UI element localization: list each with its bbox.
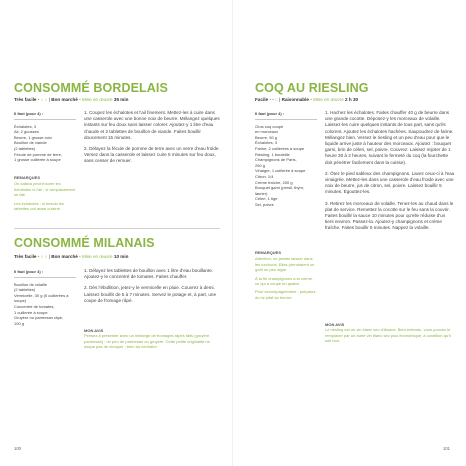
- step-2: 2. Ôtez le pied sableux des champignons. Lavez ceux-ci à l'eau vinaigrée. Mettez-les dans une casserole d'eau froide avec une noix de beurre, jus de citron, sel, poivre. Laissez bouillir 5 minutes. Égouttez-les.: [325, 170, 455, 195]
- recipe-title-coq-au-riesling: COQ AU RIESLING: [255, 81, 369, 95]
- ingredient-item: Vinaigre, 1 cuillerée à soupe: [255, 168, 306, 174]
- ingredients-list: [14, 282, 76, 327]
- ingredient-item: Beurre, 50 g: [255, 134, 278, 140]
- step-1: 1. Hachez les échalotes. Faites chauffer 40 g de beurre dans une grande cocotte. Déposez-y les morceaux de volaille. Laissez-les cuire quelques instants de tous part, sans qu'ils colorent. Ajoutez les échalotes hachées. Saupoudrez de farine. Mélangez bien. Versez le riesling et un peu d'eau pour que le liquide arrive juste à hauteur des morceaux. Ajoutez : bouquet garni, brin de céleri, sel, poivre. Couvrez. Laissez mijoter de 1 heure 30 à 2 heures, suivant le fermeté du coq (la fourchette doit pénétrer facilement dans la cuisse).: [325, 110, 454, 165]
- ingredient-item: Concentré de tomates,: [14, 303, 55, 309]
- step-1: 1. Délayez les tablettes de bouillon avec 1 litre d'eau bouillante. Ajoutez-y le concentré de tomates. Faites chauffer.: [84, 268, 214, 280]
- right-page: [233, 0, 466, 466]
- remark-item: Attention, ne jamais laisser dans les torchons. Elles prendraient un goût un peu aigre.: [255, 256, 315, 273]
- ingredient-item: 1 grosse cuillerée à soupe: [14, 157, 61, 163]
- remarks-title: REMARQUES: [14, 175, 41, 180]
- ingredient-item: (2 tablettes): [14, 145, 36, 151]
- step-1: 1. Coupez les échalotes et l'ail finement. Mettez-les à cuire dans une casserole avec une bonne noix de beurre. Mélangez quelques instants sur feu doux sans laisser colorer. Ajoutez-y 1 litre d'eau chaude et 2 tablettes de bouillon de viande. Faites bouillir doucement 15 minutes.: [84, 110, 220, 140]
- page-number-left: 100: [14, 446, 21, 451]
- serves-label: Il faut (pour 4) :: [255, 111, 285, 116]
- recipe-meta-riesling: [255, 97, 358, 102]
- recipe-title-consomme-bordelais: CONSOMMÉ BORDELAIS: [14, 81, 168, 95]
- ingredient-item: Riesling, 1 bouteille: [255, 151, 290, 157]
- ingredient-item: Gruyère ou parmesan râpé,: [14, 315, 64, 321]
- separator: |: [279, 97, 281, 102]
- recipe-meta-milanais: [14, 254, 128, 259]
- cost-label: Bon marché: [51, 97, 78, 102]
- ingredient-item: Céleri, 1 tige: [255, 196, 278, 202]
- difficulty-dots: • ○ ○: [37, 97, 48, 102]
- steps-milanais: [84, 268, 220, 309]
- avis-title: MON AVIS: [325, 322, 345, 327]
- serves-label: Il faut (pour 4) :: [14, 111, 44, 116]
- ingredient-item: Bouillon de volaille: [14, 281, 48, 287]
- ingredient-item: Crème fraîche, 200 g: [255, 179, 293, 185]
- remarks-box-riesling: [255, 250, 317, 303]
- time-label: • Mise en œuvre: [79, 97, 113, 102]
- step-2: 2. Délayez la fécule de pomme de terre avec un verre d'eau froide. Versez dans la casserole et laissez cuire 5 minutes sur feu doux, sans cesser de remuer.: [84, 146, 220, 164]
- ingredient-item: Échalotes, 3: [14, 123, 37, 129]
- remarks-list: [14, 181, 76, 211]
- ingredient-item: 250 g: [255, 162, 266, 168]
- time-value: 10 min: [113, 254, 129, 259]
- separator: |: [48, 97, 50, 102]
- step-3: 3. Retirez les morceaux de volaille. Tenez-les au chaud dans le plat de service. Remettez la cocotte sur le feu sans la couvrir. Faites bouillir la sauce 10 minutes pour qu'elle réduise d'un tiers environ. Passez-la. Ajoutez-y champignons et crème fraîche. Faites bouillir 5 minutes. Nappez la volaille.: [325, 200, 454, 231]
- divider: [255, 119, 317, 120]
- remark-item: Les échalotes : si besoin les tablettes ont aussi cuisiné.: [14, 200, 65, 212]
- ingredient-item: Gros coq coupé: [255, 123, 284, 129]
- time-value: 35 min: [113, 97, 129, 102]
- divider: [14, 119, 76, 120]
- difficulty-label: Très facile: [14, 97, 37, 102]
- ingredient-item: Champignons de Paris,: [255, 157, 297, 163]
- avis-box-milanais: [84, 328, 220, 350]
- time-label: • Mise en œuvre: [310, 97, 344, 102]
- cost-label: Raisonnable: [281, 97, 309, 102]
- ingredients-box-bordelais: [14, 111, 76, 163]
- avis-text: Pensez à présenter avec un mélange de fromages râpés faits (gruyère, parmesan) : un peu de parmesan ou gruyère. Cette petite originalité ne risque pas de choquer ; bien au contraire.: [84, 333, 211, 350]
- page-number-right: 101: [443, 446, 450, 451]
- recipe-title-consomme-milanais: CONSOMMÉ MILANAIS: [14, 236, 155, 250]
- cost-label: Bon marché: [51, 254, 78, 259]
- time-label: • Mise en œuvre: [79, 254, 113, 259]
- difficulty-dots: • ○ ○: [37, 254, 48, 259]
- recipe-meta-bordelais: [14, 97, 128, 102]
- ingredient-item: Vermicelle, 30 g (5 cuillerées à soupe): [14, 292, 69, 304]
- ingredient-item: Échalotes, 3: [255, 140, 278, 146]
- difficulty-label: Très facile: [14, 254, 37, 259]
- avis-box-riesling: [325, 322, 455, 344]
- ingredient-item: en morceaux: [255, 129, 279, 135]
- ingredient-item: Farine, 2 cuillerées à soupe: [255, 145, 305, 151]
- ingredients-list: [14, 124, 76, 163]
- avis-text: Le riesling est un vin blanc sec d'Alsace. Bien entendu, vous pouvez le remplacer par un autre vin blanc sec plus économique, à condition qu'il soit bon.: [325, 327, 451, 344]
- ingredients-box-riesling: [255, 111, 317, 208]
- step-2: 2. Dès l'ébullition, jetez-y le vermicelle en pluie. Couvrez à demi. Laissez bouillir de 5 à 7 minutes. Servez le potage et, à part, une coupe de fromage râpé.: [84, 285, 217, 303]
- time-value: 2 h 30: [345, 97, 359, 102]
- remark-item: Pour accompagnement : préparez du riz pilaf au beurre.: [255, 289, 316, 300]
- ingredient-item: Bouquet garni (persil, thym,: [255, 185, 304, 191]
- steps-bordelais: [84, 110, 220, 170]
- ingredient-item: Sel, poivre: [255, 201, 274, 207]
- ingredients-list: [255, 124, 317, 208]
- remarks-box-bordelais: [14, 175, 76, 214]
- ingredient-item: Ail, 2 gousses: [14, 129, 39, 135]
- ingredient-item: 1 cuillerée à soupe: [14, 309, 48, 315]
- difficulty-label: Facile: [255, 97, 269, 102]
- ingredient-item: (2 tablettes): [14, 287, 36, 293]
- ingredients-box-milanais: [14, 269, 76, 326]
- remark-item: On saisira peut trouver les échalotes ni l'ail : le remplacement se fait.: [14, 181, 76, 198]
- serves-label: Il faut (pour 4) :: [14, 269, 44, 274]
- ingredient-item: Bouillon de viande: [14, 140, 47, 146]
- remarks-title: REMARQUES: [255, 250, 282, 255]
- divider: [14, 277, 76, 278]
- separator: |: [48, 254, 50, 259]
- ingredient-item: Beurre, 1 grosse noix: [14, 134, 53, 140]
- ingredient-item: laurier): [255, 190, 268, 196]
- ingredient-item: Citron, 1/4: [255, 173, 274, 179]
- avis-title: MON AVIS: [84, 328, 104, 333]
- remarks-list: [255, 256, 317, 300]
- ingredient-item: 100 g: [14, 320, 25, 326]
- steps-riesling: [325, 110, 455, 237]
- difficulty-dots: • • ○: [269, 97, 278, 102]
- ingredient-item: Fécule de pomme de terre,: [14, 151, 63, 157]
- remark-item: À la fin champignons à la crème, ce qui a coupé en quatre.: [255, 275, 314, 287]
- section-divider: [14, 228, 220, 229]
